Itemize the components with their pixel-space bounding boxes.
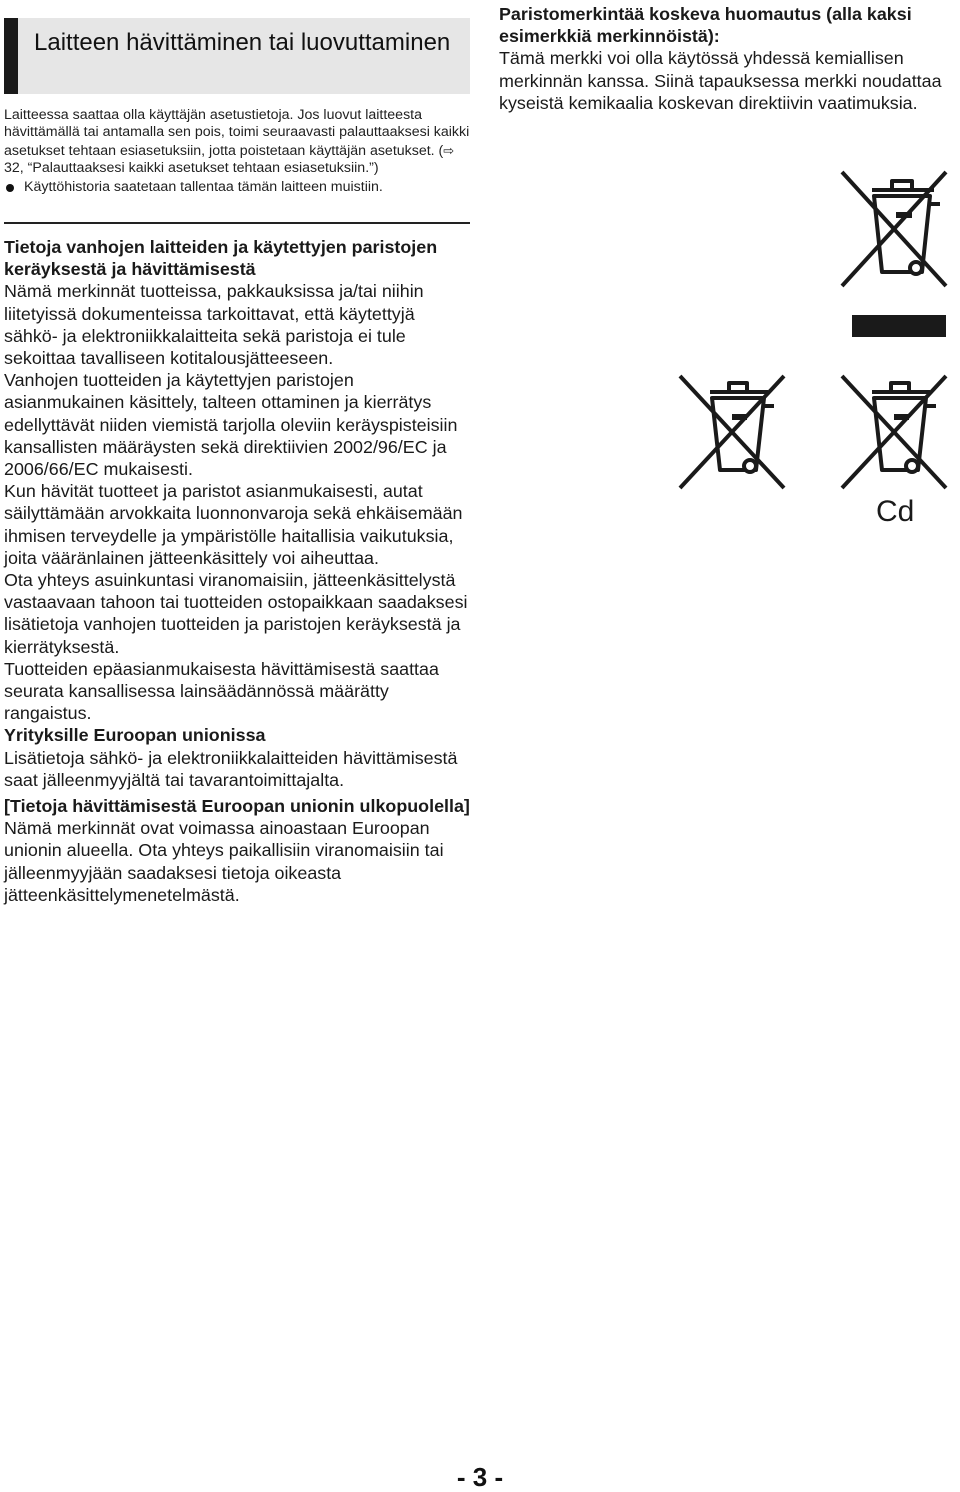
intro-text: Laitteessa saattaa olla käyttäjän asetustietoja. Jos luovut laitteesta hävittämällä tai antamalla sen pois, toimi seuraavasti palauttaaksesi kaikki asetukset tehtaan esiasetuksiin, jotta poistetaan käyttäjän asetukset. (: [4, 107, 470, 159]
crossed-bin-large-icon: [836, 168, 960, 344]
battery-note-text: Tämä merkki voi olla käytössä yhdessä kemiallisen merkinnän kanssa. Siinä tapauksessa merkki noudattaa kyseistä kemikaalia koskevan direktiivin vaatimuksia.: [499, 48, 942, 113]
crossed-bin-battery-icon: [676, 372, 796, 498]
page-number: - 3 -: [456, 1462, 504, 1492]
business-heading: Yrityksille Euroopan unionissa: [4, 725, 266, 746]
disposal-paragraph-5: Tuotteiden epäasianmukaisesta hävittämisestä saattaa seurata kansallisessa lainsäädännössä määrätty rangaistus.: [4, 658, 439, 724]
disposal-paragraph-4: Ota yhteys asuinkuntasi viranomaisiin, jätteenkäsittelystä vastaavaan tahoon tai tuotteiden ostopaikkaan saadaksesi lisätietoja vanhojen tuotteiden ja paristojen keräyksestä ja kierrätyksestä.: [4, 570, 468, 657]
crossed-bin-cd-icon: [838, 372, 958, 498]
bullet-dot-icon: [6, 184, 14, 192]
battery-note-heading: Paristomerkintää koskeva huomautus (alla kaksi esimerkkiä merkinnöistä):: [499, 4, 912, 47]
disposal-paragraph-2: Vanhojen tuotteiden ja käytettyjen paristojen asianmukainen käsittely, talteen ottaminen ja kierrätys edellyttävät niiden viemistä tarjolla oleviin keräyspisteisiin kansallisten määräysten sekä direktiivien 2002/96/EC ja 2006/66/EC mukaisesti.: [4, 370, 458, 480]
intro-block: [4, 107, 470, 196]
disposal-info: [4, 236, 470, 906]
bullet-item: [4, 179, 470, 196]
battery-note: [499, 3, 959, 114]
intro-paragraph: [4, 107, 470, 177]
section-title: Laitteen hävittäminen tai luovuttaminen: [34, 29, 451, 56]
reference-arrow-icon: ⇨: [443, 142, 455, 158]
disposal-paragraph-3: Kun hävität tuotteet ja paristot asianmukaisesti, autat säilyttämään arvokkaita luonnonvaroja sekä ehkäisemään ihmisen terveydelle ja ympäristölle haitallisia vaikutuksia, joita vääränlainen jätteenkäsittely voi aiheuttaa.: [4, 481, 463, 568]
business-text: Lisätietoja sähkö- ja elektroniikkalaitteiden hävittämisestä saat jälleenmyyjältä tai tavarantoimittajalta.: [4, 747, 458, 790]
section-header: [4, 18, 470, 94]
outside-eu-text: Nämä merkinnät ovat voimassa ainoastaan Euroopan unionin alueella. Ota yhteys paikallisiin viranomaisiin tai jälleenmyyjään saadaksesi tietoja oikeasta jätteenkäsittelymenetelmästä.: [4, 818, 444, 905]
disposal-heading: Tietoja vanhojen laitteiden ja käytettyjen paristojen keräyksestä ja hävittämisestä: [4, 237, 438, 280]
bullet-text: Käyttöhistoria saatetaan tallentaa tämän laitteen muistiin.: [24, 179, 383, 196]
disposal-paragraph-1: Nämä merkinnät tuotteissa, pakkauksissa ja/tai niihin liitetyissä dokumenteissa tarkoittavat, että käytettyjä sähkö- ja elektroniikkalaitteita sekä paristoja ei tule sekoittaa tavalliseen kotitalousjätteeseen.: [4, 281, 424, 369]
outside-eu-heading: [Tietoja hävittämisestä Euroopan unionin ulkopuolella]: [4, 796, 470, 817]
section-divider: [4, 222, 470, 224]
chemical-symbol-label: Cd: [876, 495, 915, 528]
reference-text: 32, “Palauttaaksesi kaikki asetukset tehtaan esiasetuksiin.”): [4, 159, 379, 176]
